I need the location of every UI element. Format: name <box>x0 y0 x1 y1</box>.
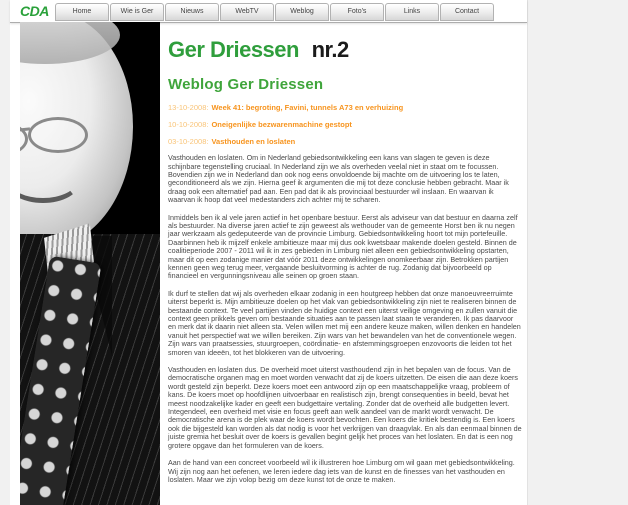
cda-logo[interactable]: CDA <box>20 3 49 19</box>
article-paragraph: Inmiddels ben ik al vele jaren actief in het openbare bestuur. Eerst als adviseur van dat bestuur en daarna zelf als bestuurder. Na diverse jaren actief te zijn geweest als wethouder van de gemeente Horst ben ik nu negen jaar werkzaam als gedeputeerde van de provincie Limburg. Gebiedsontwikkeling hoort tot mijn portefeuille. Daarbinnen heb ik mijzelf enkele ambitieuze maar mij dus ook kwetsbaar makende doelen gesteld. Binnen de coalitieperiode 2007 - 2011 wil ik in zes gebieden in Limburg niet alleen een gebiedsontwikkeling opstarten, maar dit op een zodanige manier dat vóór 2011 deze ontwikkelingen onomkeerbaar zijn. Betrokken partijen kennen geen weg terug meer, vergaande besluitvorming is achter de rug. Zodanig dat bijvoorbeeld op financieel en vergunningsniveau alle seinen op groen staan. <box>168 212 518 281</box>
nav-tab-contact[interactable]: Contact <box>440 3 494 21</box>
nav-tab-nieuws[interactable]: Nieuws <box>165 3 219 21</box>
portrait-photo <box>20 22 160 505</box>
post-title: Week 41: begroting, Favini, tunnels A73 en verhuizing <box>211 103 404 113</box>
nav-tab-webtv[interactable]: WebTV <box>220 3 274 21</box>
top-navbar <box>10 0 527 23</box>
article-paragraph: Vasthouden en loslaten dus. De overheid moet uiterst vasthoudend zijn in het bepalen van de focus. Van de democratische organen mag en moet worden verwacht dat zij de koers uitzetten. De eisen die aan deze koers wordt gesteld zijn beperkt. Deze koers moet een antwoord zijn op een maatschappelijke vraag, probleem of kans. De koers moet op hoofdlijnen uitvoerbaar en realistisch zijn, brengt consequenties in beeld, bevat het meest noodzakelijke kader en geeft een budgettaire vertaling. Zonder dat de overheid alle budgetten levert. Integendeel, een overheid met visie en focus geeft aan welk aandeel van de markt wordt verwacht. De democratische arena is de plek waar de koers wordt bevochten. Een koers die kritiek bestendig is. Een koers ook die bijgesteld kan worden als dat nodig is voor het verkrijgen van draagvlak. En als dan eenmaal binnen de juiste gremia het besluit over de koers is gevallen begint gelijk het proces van het loslaten. En dat is een nog grotere opgave dan het formuleren van de koers. <box>168 365 522 450</box>
page-container <box>10 0 528 505</box>
nav-tab-wie-is-ger[interactable]: Wie is Ger <box>110 3 164 21</box>
post-link-vasthouden[interactable] <box>168 137 522 146</box>
page-title <box>168 38 522 61</box>
post-link-bezwarenmachine[interactable] <box>168 120 522 129</box>
glasses-right-lens <box>28 117 88 153</box>
post-date: 10-10-2008: <box>168 120 209 130</box>
nav-tab-fotos[interactable]: Foto's <box>330 3 384 21</box>
post-date: 13-10-2008: <box>168 103 209 113</box>
nav-tab-home[interactable]: Home <box>55 3 109 21</box>
article-paragraph: Ik durf te stellen dat wij als overheden elkaar zodanig in een houtgreep hebben dat onze manoeuvreerruimte uiterst beperkt is. Mijn ambitieuze doelen op het vlak van gebiedsontwikkeling zijn niet te realiseren binnen de bestaande context. Te veel partijen vinden de huidige context een uiterst veilige omgeving en zullen vanuit die context geen prikkels geven om bestaande situaties aan te passen laat staan te veranderen. Ik pas daarvoor en merk dat ik daarin niet alleen sta. Velen willen met mij een andere keuze maken, willen denken en handelen vanuit het perspectief wat we willen bereiken. Zijn wars van het bewandelen van het de conventionele wegen. Zijn wars van praatsessies, stuurgroepen, coördinatie- en afstemmingsgroepen enzovoorts die leiden tot het smoren van ideeën, tot het blokkeren van de uitvoering. <box>168 288 521 357</box>
article-paragraph: Vasthouden en loslaten. Om in Nederland gebiedsontwikkeling een kans van slagen te geven is deze schijnbare tegenstelling cruciaal. In Nederland zijn we als overheden veelal niet in staat om te focussen. Bovendien zijn we in Nederland dan ook nog eens onvoldoende bij machte om de uitvoering los te laten, geconditioneerd als we zijn. Hierna geef ik argumenten die mij tot deze conclusie hebben gebracht. Maar ik draag ook een alternatief pad aan. Een pad dat ik als provinciaal bestuurder wil inslaan. En waarvan ik waarvan ik hoop dat veel medestanders zich achter mij te scharen. <box>168 153 509 205</box>
nav-tabs <box>55 3 494 21</box>
page-title-name: Ger Driessen <box>168 37 299 62</box>
nav-tab-weblog[interactable]: Weblog <box>275 3 329 21</box>
weblog-article-body <box>168 154 522 484</box>
nav-tab-links[interactable]: Links <box>385 3 439 21</box>
main-content <box>168 30 522 493</box>
page-title-suffix: nr.2 <box>311 37 349 62</box>
article-paragraph: Aan de hand van een concreet voorbeeld wil ik illustreren hoe Limburg om wil gaan met gebiedsontwikkeling. Wij zijn nog aan het oefenen, we leren iedere dag iets van de kunst en de finesses van het vasthouden en loslaten. Maar we zijn volop bezig om deze kunst tot de onze te maken. <box>168 458 515 484</box>
weblog-post-links <box>168 103 522 146</box>
post-link-week-41[interactable] <box>168 103 522 112</box>
post-title: Oneigenlijke bezwarenmachine gestopt <box>211 120 352 130</box>
post-title: Vasthouden en loslaten <box>211 137 296 147</box>
weblog-heading: Weblog Ger Driessen <box>168 76 324 94</box>
post-date: 03-10-2008: <box>168 137 209 147</box>
